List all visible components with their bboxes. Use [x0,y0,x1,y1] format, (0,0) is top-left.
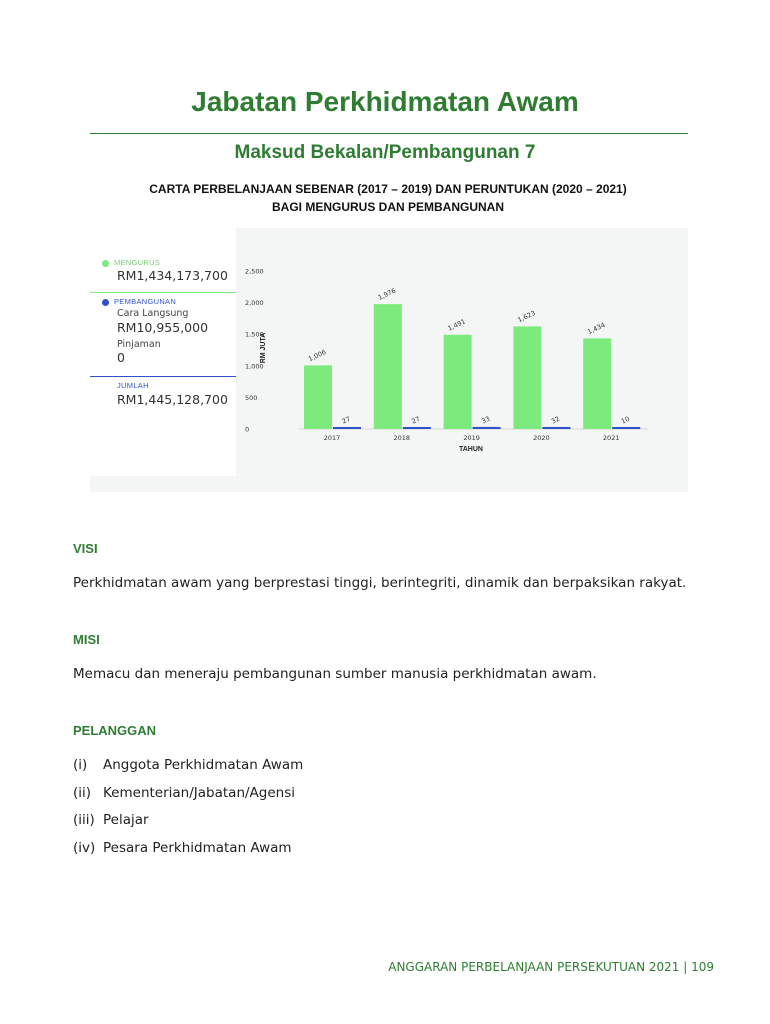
list-item-number: (iii) [73,812,95,828]
data-label-pembangunan: 27 [410,414,422,426]
visi-heading: VISI [73,541,98,556]
data-label-mengurus: 1,434 [586,321,607,337]
legend-pembangunan-dot [102,299,109,306]
data-label-pembangunan: 27 [340,414,352,426]
bar-pembangunan [403,427,431,429]
x-tick-label: 2017 [323,434,341,442]
data-label-mengurus: 1,006 [307,348,328,364]
list-item-text: Kementerian/Jabatan/Agensi [103,785,295,801]
legend-pinjaman-value: 0 [117,350,125,365]
data-label-pembangunan: 10 [619,414,631,426]
legend-pembangunan-heading [102,297,176,306]
legend-pembangunan-label: PEMBANGUNAN [114,297,177,306]
y-tick-label: 0 [245,425,250,434]
bar-pembangunan [542,427,570,429]
list-item-number: (i) [73,757,88,773]
bar-pembangunan [473,427,501,429]
page-subtitle: Maksud Bekalan/Pembangunan 7 [234,142,536,163]
chart-heading-line-2: BAGI MENGURUS DAN PEMBANGUNAN [271,200,504,214]
title-divider [90,133,688,134]
bar-mengurus [444,335,472,429]
y-tick-label: 2,500 [245,267,264,276]
x-axis-title: TAHUN [459,446,483,453]
bar-mengurus [513,326,541,429]
chart-heading-line-1: CARTA PERBELANJAAN SEBENAR (2017 – 2019) DAN PERUNTUKAN (2020 – 2021) [149,182,627,196]
bar-chart [236,228,688,492]
x-tick-label: 2020 [533,434,550,442]
list-item-number: (ii) [73,785,92,801]
chart-legend-box [90,228,236,476]
page-title: Jabatan Perkhidmatan Awam [191,86,579,117]
data-label-pembangunan: 33 [480,414,492,426]
y-tick-label: 500 [245,393,258,402]
y-tick-label: 1,000 [245,362,264,371]
data-label-mengurus: 1,623 [516,309,537,325]
legend-divider-green [90,292,236,293]
legend-mengurus-label: MENGURUS [114,258,161,267]
legend-jumlah-heading: JUMLAH [117,381,149,390]
misi-heading: MISI [73,632,100,647]
x-tick-label: 2021 [602,434,620,442]
list-item-text: Anggota Perkhidmatan Awam [103,757,304,773]
pelanggan-list-item [73,785,295,801]
bar-pembangunan [333,427,361,429]
data-label-pembangunan: 32 [550,414,561,426]
legend-pinjaman-label: Pinjaman [117,339,161,350]
bar-mengurus [304,365,332,429]
legend-mengurus-value: RM1,434,173,700 [117,268,228,283]
bar-mengurus [374,304,402,429]
misi-text: Memacu dan meneraju pembangunan sumber manusia perkhidmatan awam. [73,666,597,682]
pelanggan-list-item [73,812,149,828]
y-tick-label: 2,000 [245,299,264,308]
bar-mengurus [583,338,611,429]
pelanggan-list-item [73,840,292,856]
pelanggan-list-item [73,757,303,773]
legend-cara-langsung-label: Cara Langsung [117,308,189,319]
y-tick-label: 1,500 [245,330,264,339]
page-footer: ANGGARAN PERBELANJAAN PERSEKUTUAN 2021 | 109 [388,960,714,974]
list-item-number: (iv) [73,840,96,856]
x-tick-label: 2019 [463,434,480,442]
pelanggan-heading: PELANGGAN [73,723,157,738]
visi-text: Perkhidmatan awam yang berprestasi tinggi, berintegriti, dinamik dan berpaksikan rakyat. [73,575,687,591]
data-label-mengurus: 1,976 [376,286,398,302]
data-label-mengurus: 1,491 [446,317,467,333]
legend-mengurus-heading [102,258,160,267]
legend-cara-langsung-value: RM10,955,000 [117,320,209,335]
legend-divider-blue [90,376,236,377]
bar-pembangunan [612,427,640,429]
chart-panel [90,228,688,492]
list-item-text: Pesara Perkhidmatan Awam [103,840,292,856]
list-item-text: Pelajar [103,812,149,828]
y-axis-title: RM JUTA [260,332,267,364]
legend-mengurus-dot [102,260,109,267]
x-tick-label: 2018 [393,434,411,442]
legend-jumlah-value: RM1,445,128,700 [117,392,228,407]
